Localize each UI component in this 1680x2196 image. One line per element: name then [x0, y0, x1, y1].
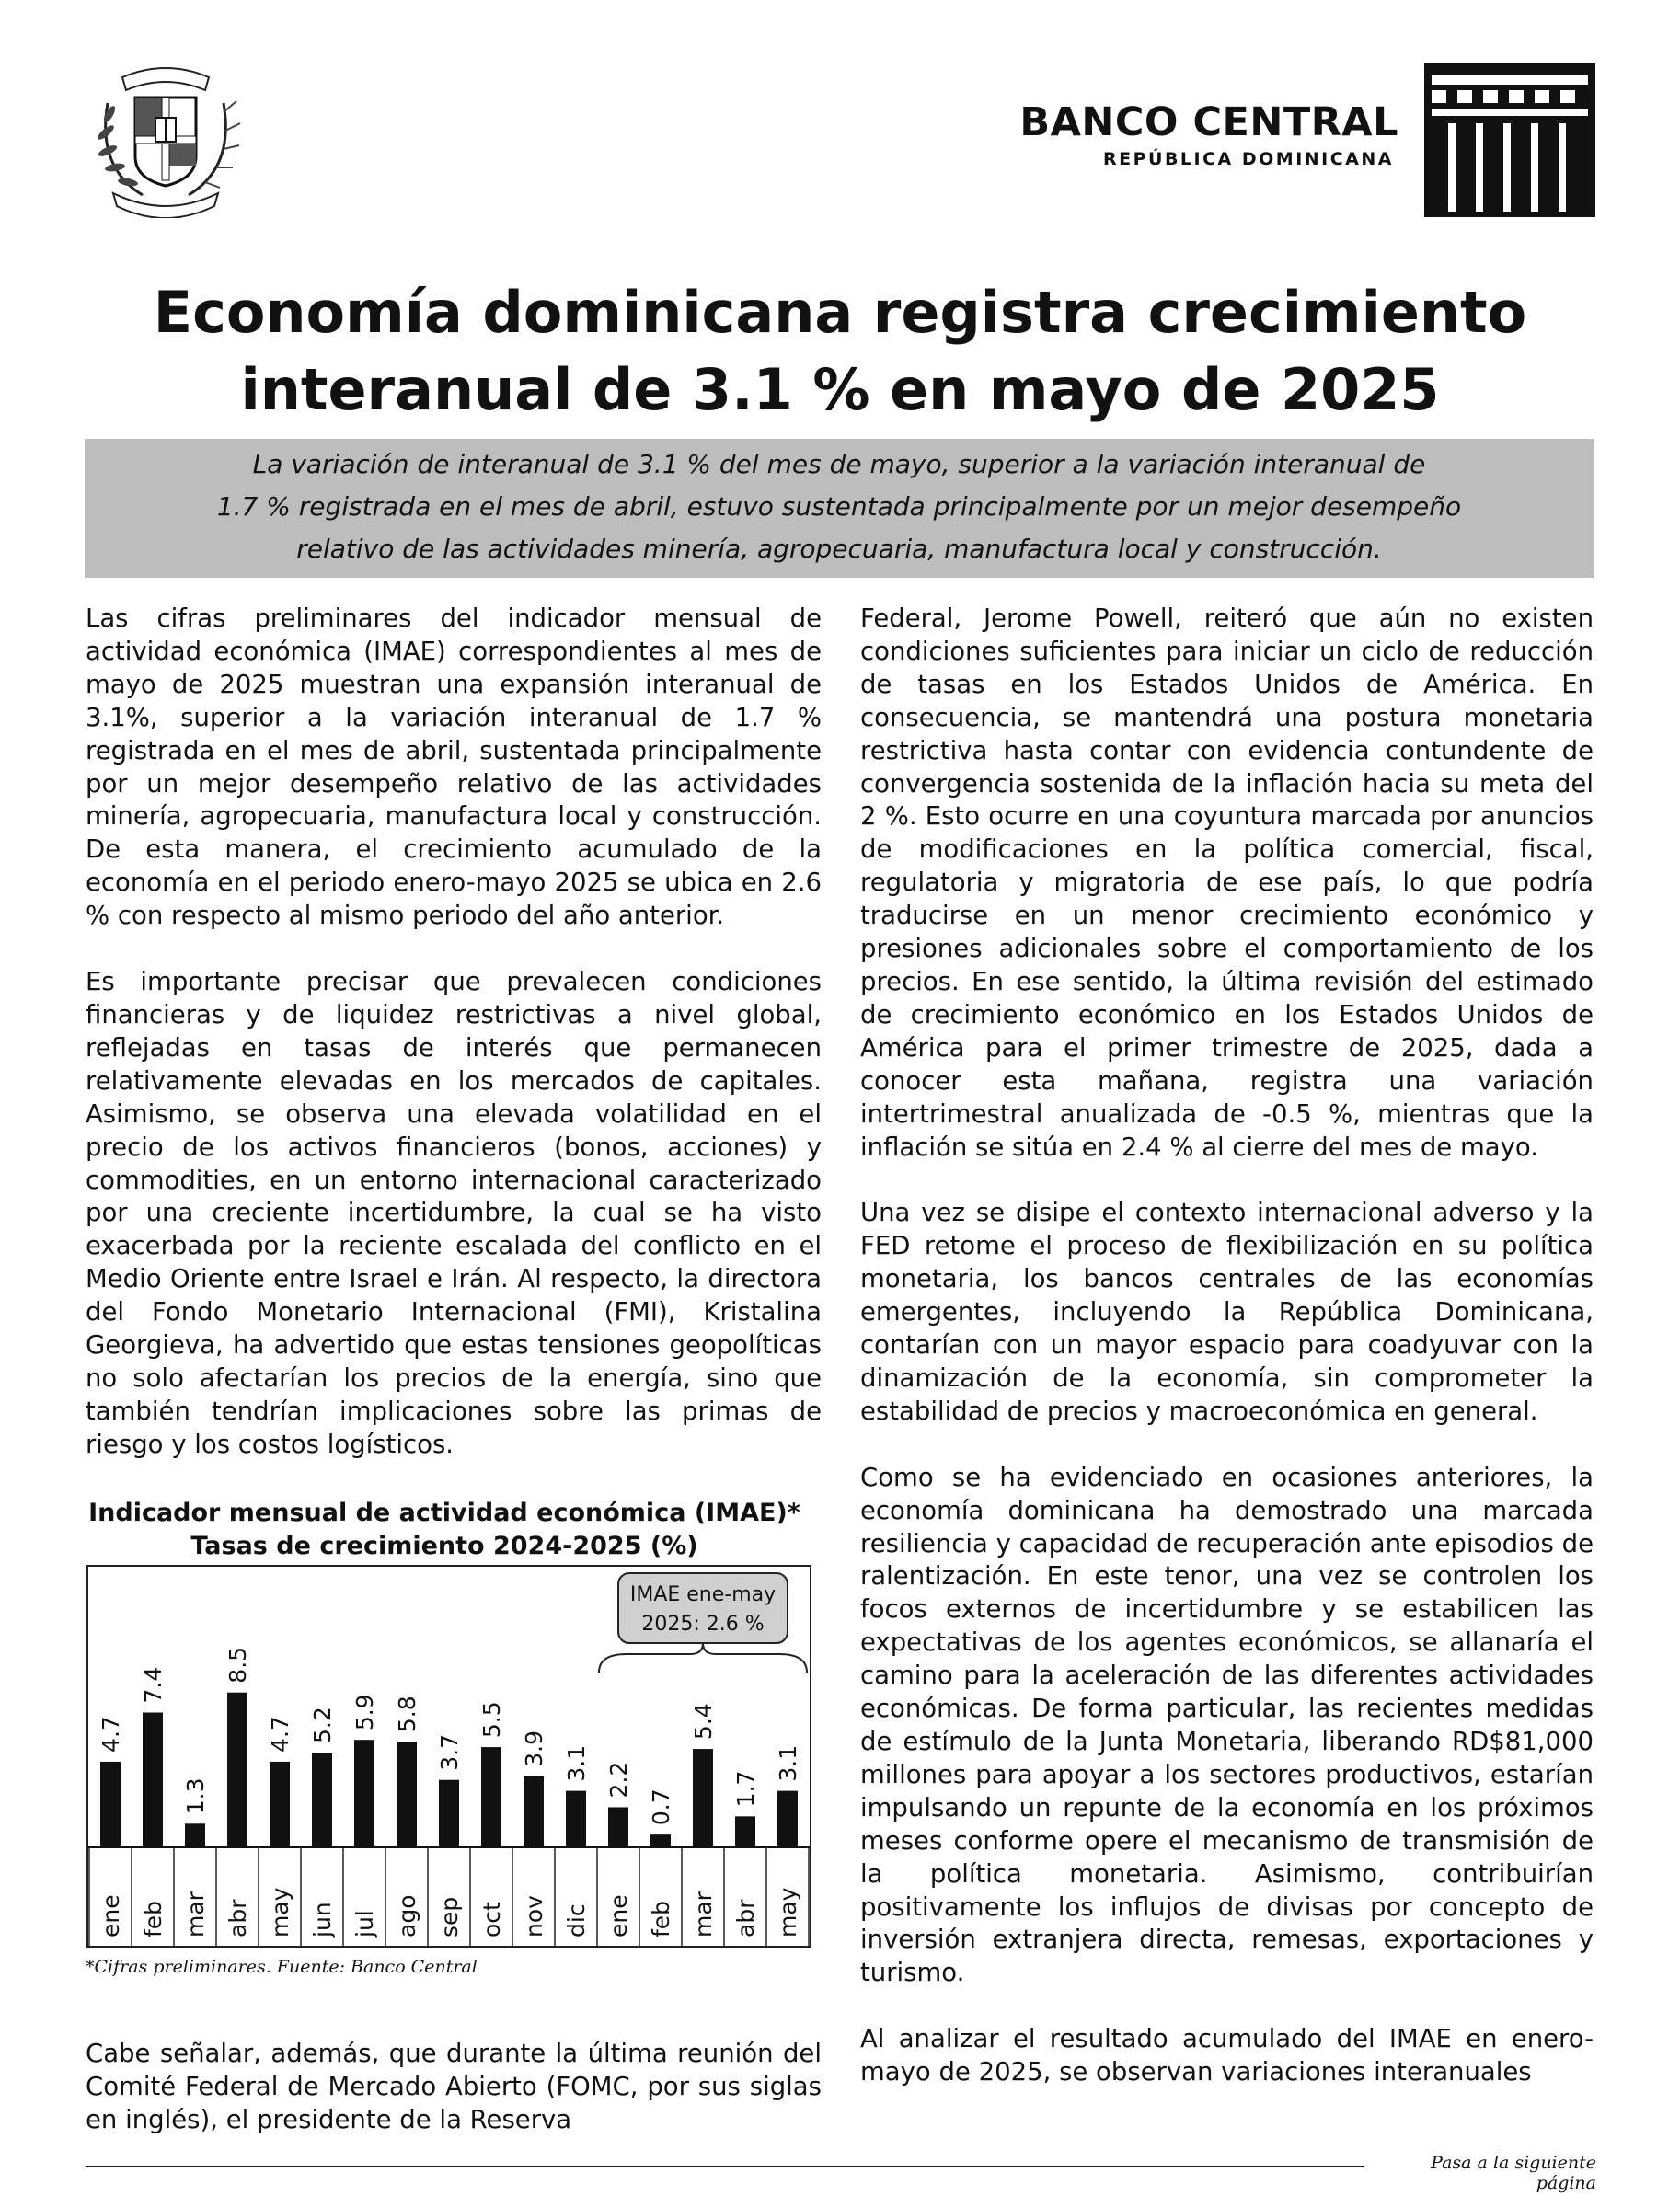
bar [608, 1807, 628, 1847]
bar [227, 1693, 247, 1847]
bar-value-label: 3.9 [521, 1730, 547, 1767]
bar [270, 1762, 290, 1847]
next-page-note: Pasa a la siguiente página [1431, 2153, 1596, 2193]
category-tick-label: may [775, 1887, 801, 1937]
bar [777, 1791, 798, 1847]
bar-value-label: 4.7 [98, 1716, 124, 1753]
headline [55, 274, 1625, 429]
bar [566, 1791, 586, 1847]
coat-of-arms-seal [87, 57, 244, 218]
category-tick-label: oct [478, 1902, 505, 1937]
paragraph: Cabe señalar, además, que durante la última reunión del Comité Federal de Mercado Abierto (FOMC, por sus siglas en inglés), el presidente de la Reserva [86, 2039, 822, 2134]
bar-value-label: 8.5 [224, 1646, 251, 1684]
bar [354, 1740, 374, 1847]
category-tick-label: ago [394, 1894, 420, 1937]
category-tick-label: abr [224, 1899, 251, 1937]
paragraph: Como se ha evidenciado en ocasiones anteriores, la economía dominicana ha demostrado una marcada resiliencia y capacidad de recuperación ante episodios de ralentización. En este tenor, una vez se controlen los focos externos de incertidumbre y se estabilicen las expectativas de los agentes económicos, se allanaría el camino para la aceleración de las diferentes actividades económicas. De forma particular, las recientes medidas de estímulo de la Junta Monetaria, liberando RD$81,000 millones para apoyar a los sectores productivos, estarían impulsando un repunte de la economía en los próximos meses conforme opere el mecanismo de transmisión de la política monetaria. Asimismo, contribuirían positivamente los influjos de divisas por concepto de inversión extranjera directa, remesas, exportaciones y turismo. [860, 1462, 1594, 1988]
category-tick-label: feb [648, 1900, 674, 1937]
category-tick-label: dic [563, 1903, 590, 1937]
category-tick-label: may [267, 1887, 293, 1937]
bar-value-label: 5.4 [690, 1703, 717, 1741]
bar-value-label: 5.8 [394, 1696, 420, 1733]
bar-value-label: 5.5 [478, 1701, 505, 1739]
right-column [860, 603, 1594, 2089]
category-tick-label: ene [98, 1894, 124, 1937]
chart-subtitle-line: Tasas de crecimiento 2024-2025 (%) [190, 1532, 698, 1560]
bar-value-label: 1.7 [732, 1770, 759, 1808]
headline-line-2: interanual de 3.1 % en mayo de 2025 [240, 356, 1440, 423]
lead-line-1: La variación de interanual de 3.1 % del mes de mayo, superior a la variación interanual de [252, 449, 1426, 479]
category-tick-label: jun [309, 1902, 336, 1937]
bar [397, 1742, 417, 1847]
headline-line-1: Economía dominicana registra crecimiento [153, 279, 1527, 346]
callout-line-1: IMAE ene-may [629, 1583, 777, 1606]
bar [439, 1780, 459, 1847]
chart-title-line: Indicador mensual de actividad económica (IMAE)* [88, 1499, 800, 1527]
brand-subtitle: REPÚBLICA DOMINICANA [1102, 149, 1394, 169]
category-tick-label: abr [732, 1899, 759, 1937]
bar [185, 1823, 205, 1847]
bar-value-label: 5.9 [351, 1694, 378, 1731]
lead-line-3: relativo de las actividades minería, agropecuaria, manufactura local y construcción. [296, 534, 1382, 564]
category-tick-label: ene [605, 1894, 632, 1937]
callout-bracket [599, 1643, 807, 1673]
bar-value-label: 1.3 [182, 1777, 209, 1815]
category-tick-label: feb [140, 1900, 167, 1937]
callout-line-2: 2025: 2.6 % [641, 1613, 765, 1636]
bar [693, 1749, 713, 1847]
category-tick-label: sep [436, 1896, 463, 1937]
bar-value-label: 3.1 [563, 1744, 590, 1782]
category-tick-label: jul [351, 1910, 378, 1937]
paragraph: Las cifras preliminares del indicador mensual de actividad económica (IMAE) correspondientes al mes de mayo de 2025 muestran una expansión interanual de 3.1%, superior a la variación interanual de 1.7 % registrada en el mes de abril, sustentada principalmente por un mejor desempeño relativo de las actividades minería, agropecuaria, manufactura local y construcción. De esta manera, el crecimiento acumulado de la economía en el periodo enero-mayo 2025 se ubica en 2.6 % con respecto al mismo periodo del año anterior. [86, 604, 822, 931]
bar-value-label: 2.2 [605, 1761, 632, 1799]
bar-value-label: 5.2 [309, 1707, 336, 1744]
category-tick-label: mar [690, 1891, 717, 1937]
left-column [86, 603, 822, 1462]
category-tick-label: mar [182, 1891, 209, 1937]
chart-source-note: *Cifras preliminares. Fuente: Banco Central [86, 1957, 478, 1977]
bar [650, 1834, 671, 1847]
category-tick-label: nov [521, 1895, 547, 1937]
bar [481, 1747, 501, 1847]
imae-bar-chart [86, 1564, 812, 1950]
footer-rule [86, 2166, 1364, 2167]
brand-name: BANCO CENTRAL [1019, 99, 1398, 145]
bar-value-label: 0.7 [648, 1788, 674, 1826]
paragraph: Federal, Jerome Powell, reiteró que aún no existen condiciones suficientes para iniciar un ciclo de reducción de tasas en los Estados Unidos de América. En consecuencia, se mantendrá una postura monetaria restrictiva hasta contar con evidencia contundente de convergencia sostenida de la inflación hacia su meta del 2 %. Esto ocurre en una coyuntura marcada por anuncios de modificaciones en la política comercial, fiscal, regulatoria y migratoria de ese país, lo que podría traducirse en un menor crecimiento económico y presiones adicionales sobre el comportamiento de los precios. En ese sentido, la última revisión del estimado de crecimiento económico en los Estados Unidos de América para el primer trimestre de 2025, dada a conocer esta mañana, registra una variación intertrimestral anualizada de -0.5 %, mientras que la inflación se sitúa en 2.4 % al cierre del mes de mayo. [860, 604, 1594, 1162]
bar [524, 1776, 544, 1847]
lead-summary [92, 443, 1586, 570]
bar-value-label: 3.7 [436, 1733, 463, 1771]
bar [143, 1712, 163, 1847]
bar [312, 1753, 332, 1847]
paragraph: Una vez se disipe el contexto internacional adverso y la FED retome el proceso de flexibilización en su política monetaria, los bancos centrales de las economías emergentes, incluyendo la República Dominicana, contarían con un mayor espacio para coadyuvar con la dinamización de la economía, sin comprometer la estabilidad de precios y macroeconómica en general. [860, 1198, 1594, 1426]
bar-value-label: 3.1 [775, 1744, 801, 1782]
bar [735, 1816, 755, 1847]
paragraph: Al analizar el resultado acumulado del IMAE en enero-mayo de 2025, se observan variaciones interanuales [860, 2024, 1594, 2087]
bar [100, 1762, 121, 1847]
bar-value-label: 7.4 [140, 1666, 167, 1704]
bar-value-label: 4.7 [267, 1716, 293, 1753]
paragraph: Es importante precisar que prevalecen condiciones financieras y de liquidez restrictivas a nivel global, reflejadas en tasas de interés que permanecen relativamente elevadas en los mercados de capitales. Asimismo, se observa una elevada volatilidad en el precio de los activos financieros (bonos, acciones) y commodities, en un entorno internacional caracterizado por una creciente incertidumbre, la cual se ha visto exacerbada por la reciente escalada del conflicto en el Medio Oriente entre Israel e Irán. Al respecto, la directora del Fondo Monetario Internacional (FMI), Kristalina Georgieva, ha advertido que estas tensiones geopolíticas no solo afectarían los precios de la energía, sino que también tendrían implicaciones sobre las primas de riesgo y los costos logísticos. [86, 967, 822, 1459]
lead-line-2: 1.7 % registrada en el mes de abril, estuvo sustentada principalmente por un mejor desempeño [216, 491, 1462, 522]
banco-central-logo-icon [1424, 63, 1595, 217]
left-column-continued [86, 2038, 822, 2137]
chart-title [86, 1497, 803, 1563]
